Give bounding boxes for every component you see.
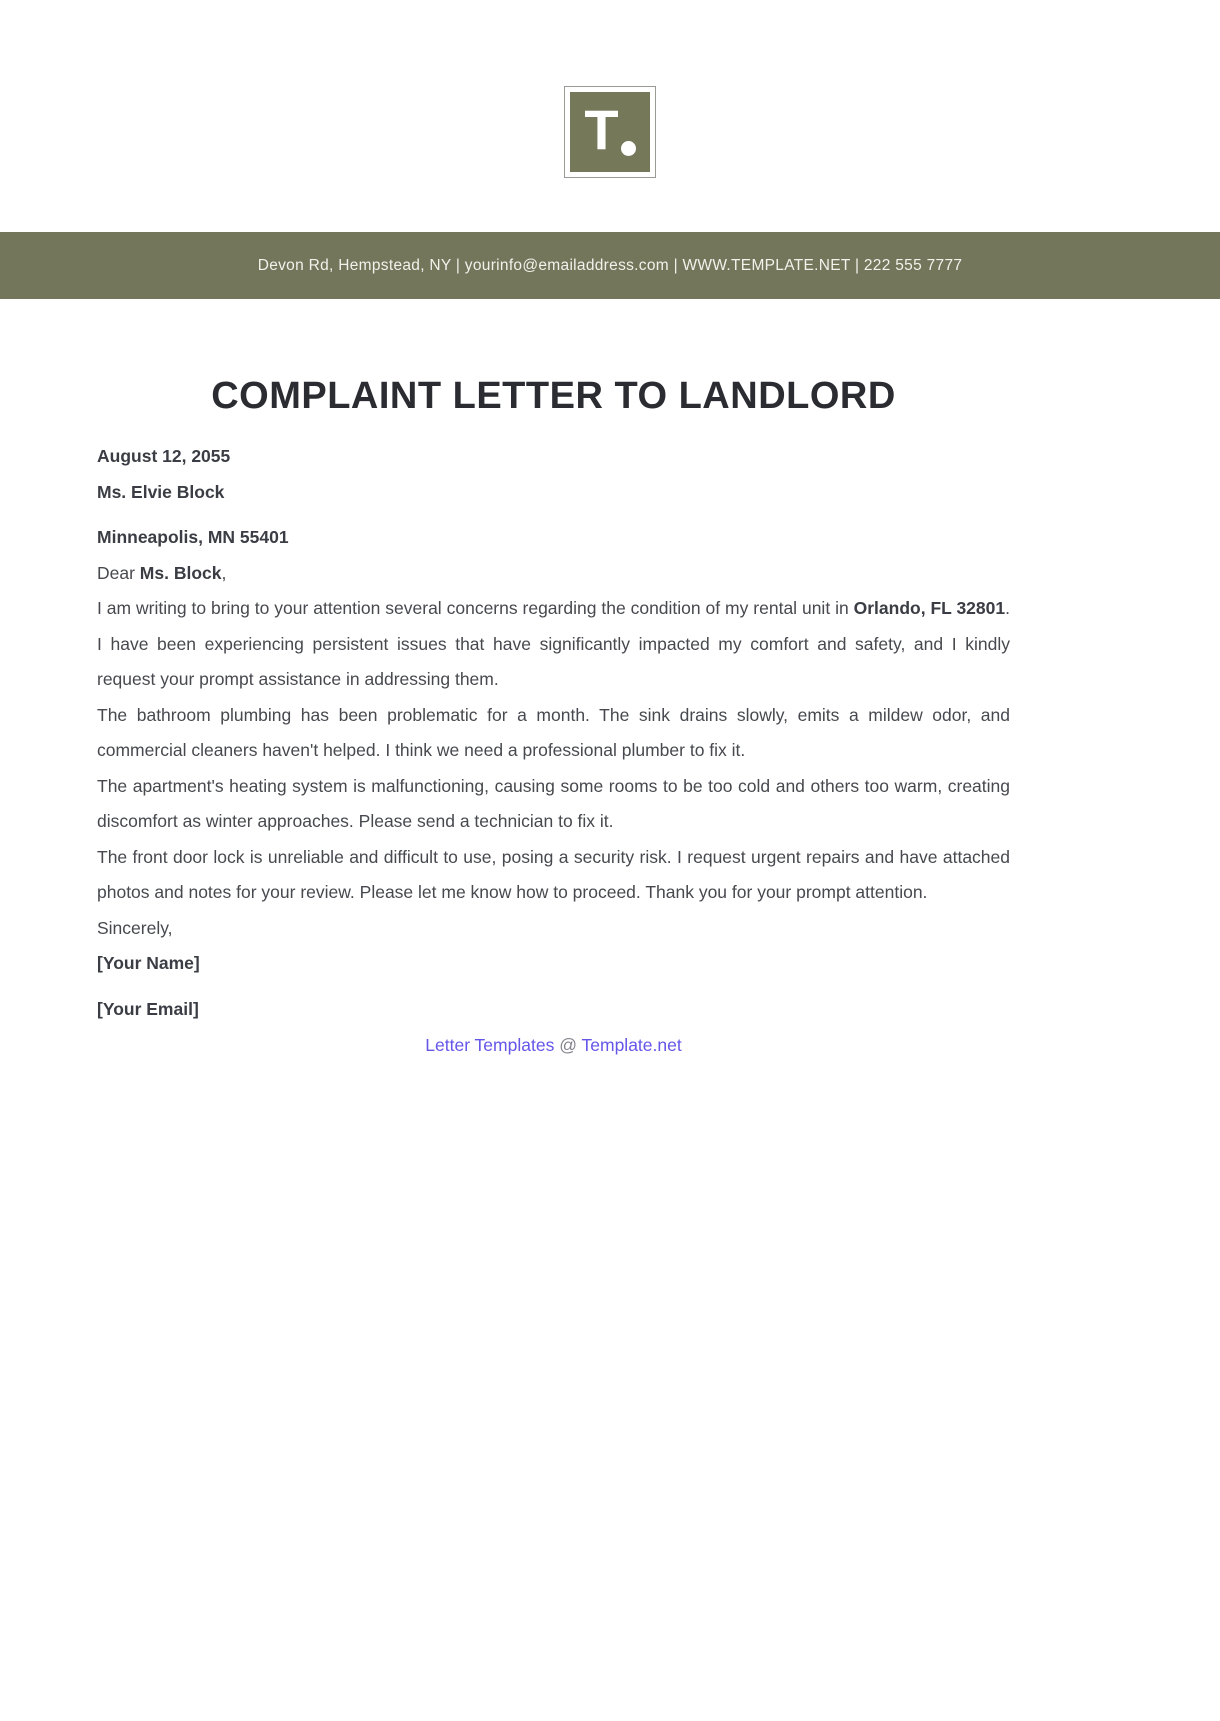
signature-email-placeholder: [Your Email] [97, 998, 199, 1019]
signature-name-placeholder: [Your Name] [97, 953, 200, 973]
paragraph-plumbing: The bathroom plumbing has been problematic for a month. The sink drains slowly, emits a mildew odor, and commercial cleaners haven't helped. I think we need a professional plumber to fix it. [97, 704, 1010, 760]
footer-attribution [97, 1028, 1010, 1064]
paragraph-intro-before: I am writing to bring to your attention several concerns regarding the condition of my rental unit in [97, 598, 854, 618]
contact-info-text: Devon Rd, Hempstead, NY | yourinfo@emailaddress.com | WWW.TEMPLATE.NET | 222 555 7777 [257, 256, 963, 274]
logo-dot-icon [621, 141, 636, 156]
recipient-name: Ms. Elvie Block [97, 481, 225, 502]
letter-date: August 12, 2055 [97, 446, 231, 466]
logo-letter: T [584, 98, 618, 161]
recipient-city: Minneapolis, MN 55401 [97, 527, 289, 547]
letter-title: COMPLAINT LETTER TO LANDLORD [211, 375, 896, 417]
letter-content [97, 373, 1010, 1027]
greeting-prefix: Dear [97, 562, 140, 583]
template-net-logo [564, 86, 656, 178]
closing: Sincerely, [97, 917, 173, 938]
footer-separator: @ [554, 1035, 582, 1055]
contact-info-bar [0, 232, 1220, 299]
letter-body [97, 439, 1010, 1027]
paragraph-heating: The apartment's heating system is malfunctioning, causing some rooms to be too cold and others too warm, creating discomfort as winter approaches. Please send a technician to fix it. [97, 775, 1010, 831]
logo-t-icon [570, 92, 650, 172]
footer-link-template-net[interactable]: Template.net [581, 1035, 682, 1055]
footer-link-letter-templates[interactable]: Letter Templates [425, 1035, 555, 1055]
rental-unit-address: Orlando, FL 32801 [853, 598, 1006, 618]
greeting-suffix: , [221, 562, 227, 583]
greeting-name: Ms. Block [139, 562, 222, 583]
paragraph-intro [97, 591, 1010, 698]
greeting-line [97, 556, 1010, 592]
paragraph-door-lock: The front door lock is unreliable and difficult to use, posing a security risk. I request urgent repairs and have attached photos and notes for your review. Please let me know how to proceed. Thank you for your prompt attention. [97, 846, 1010, 902]
paragraph-intro-after: . I have been experiencing persistent issues that have significantly impacted my comfort and safety, and I kindly request your prompt assistance in addressing them. [97, 598, 1010, 689]
